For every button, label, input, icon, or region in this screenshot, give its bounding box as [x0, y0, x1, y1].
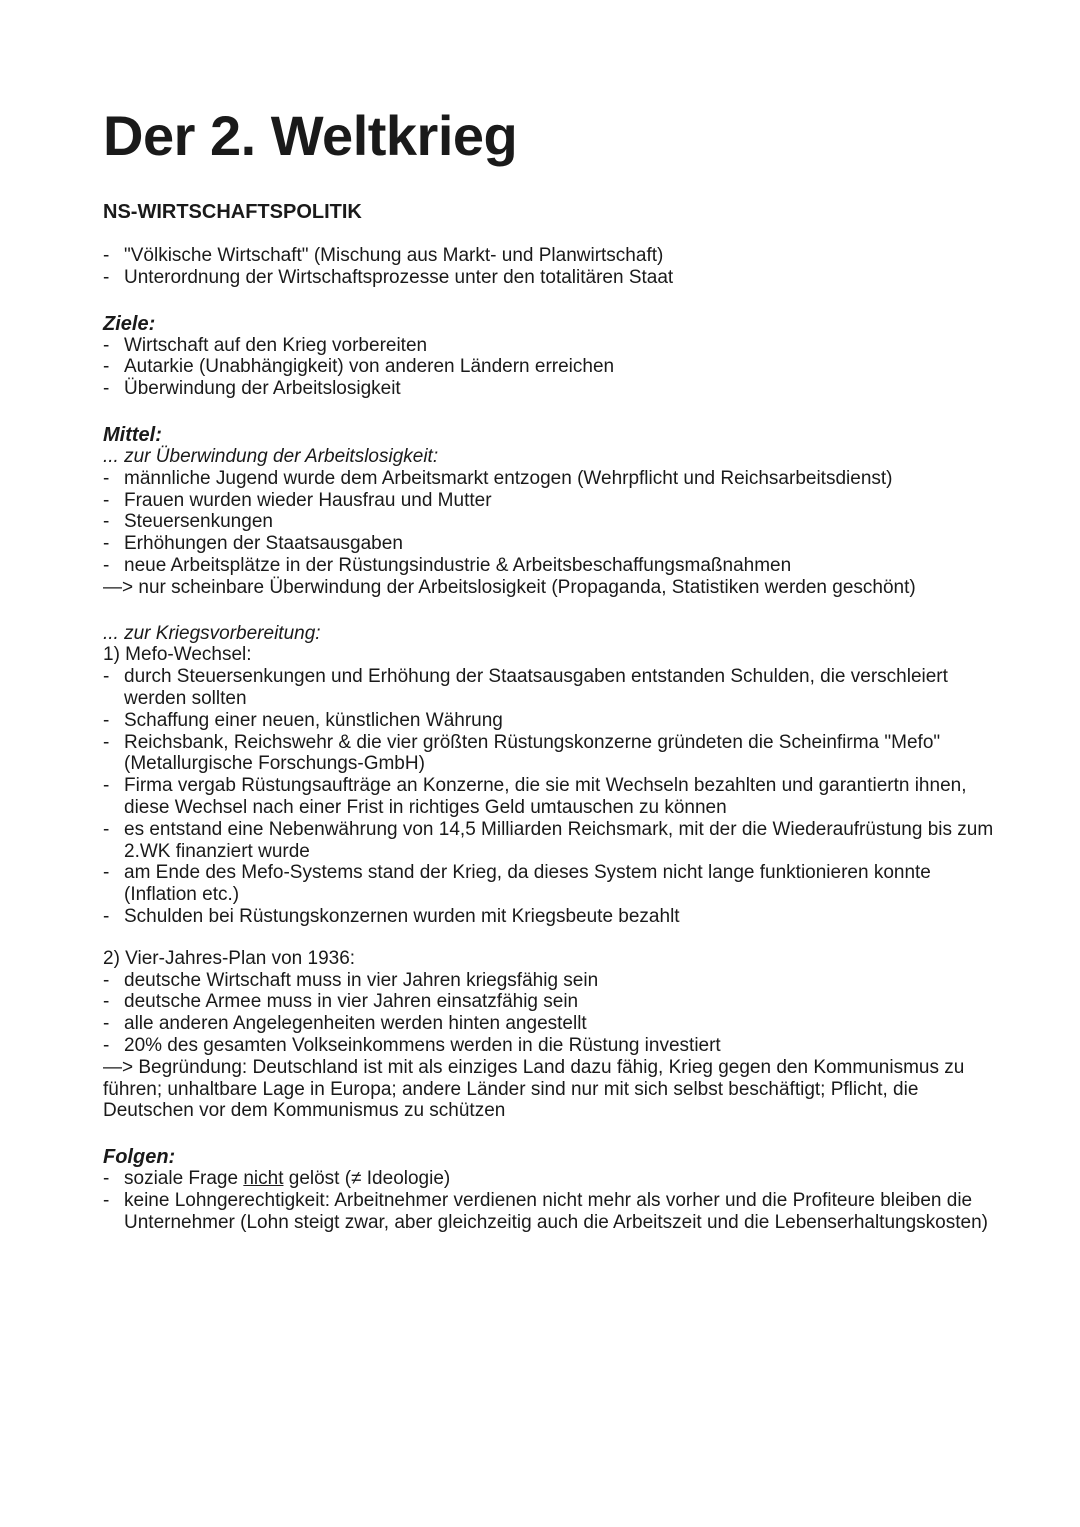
ziele-label: Ziele:	[103, 312, 156, 335]
list-item: - deutsche Armee muss in vier Jahren einsatzfähig sein	[103, 991, 579, 1013]
list-item: - Unterordnung der Wirtschaftsprozesse unter den totalitären Staat	[103, 266, 674, 288]
document-page	[103, 104, 1003, 1233]
list-item: - alle anderen Angelegenheiten werden hinten angestellt	[103, 1013, 587, 1035]
list-item: - Firma vergab Rüstungsaufträge an Konzerne, die sie mit Wechseln bezahlten und garantiertn ihnen, diese Wechsel nach einer Frist in richtiges Geld umtauschen zu können	[103, 775, 967, 818]
list-item: - deutsche Wirtschaft muss in vier Jahren kriegsfähig sein	[103, 969, 599, 991]
list-item: - Schaffung einer neuen, künstlichen Währung	[103, 709, 503, 731]
list-item: - Steuersenkungen	[103, 511, 273, 533]
mittel-subheading-kriegsvorbereitung: ... zur Kriegsvorbereitung:	[103, 622, 321, 644]
plan-heading: 2) Vier-Jahres-Plan von 1936:	[103, 947, 356, 969]
list-item: - Autarkie (Unabhängigkeit) von anderen Ländern erreichen	[103, 356, 615, 378]
list-item: - Frauen wurden wieder Hausfrau und Mutter	[103, 489, 492, 511]
list-item: - 20% des gesamten Volkseinkommens werden in die Rüstung investiert	[103, 1034, 721, 1056]
list-item: - Reichsbank, Reichswehr & die vier größten Rüstungskonzerne gründeten die Scheinfirma "Mefo" (Metallurgische Forschungs-GmbH)	[103, 731, 941, 775]
conclusion-arbeitslosigkeit: —> nur scheinbare Überwindung der Arbeitslosigkeit (Propaganda, Statistiken werden geschönt)	[103, 576, 916, 598]
list-item: - es entstand eine Nebenwährung von 14,5 Milliarden Reichsmark, mit der die Wiederaufrüstung bis zum 2.WK finanziert wurde	[103, 818, 994, 862]
list-item: - "Völkische Wirtschaft" (Mischung aus Markt- und Planwirtschaft)	[103, 245, 664, 266]
mefo-heading: 1) Mefo-Wechsel:	[103, 644, 252, 666]
folgen-label: Folgen:	[103, 1146, 176, 1169]
mittel-subheading-arbeitslosigkeit: ... zur Überwindung der Arbeitslosigkeit:	[103, 445, 439, 467]
folgen-section	[103, 1146, 1003, 1233]
ziele-section	[103, 313, 1003, 400]
underlined-word: nicht	[243, 1168, 284, 1190]
list-item: - männliche Jugend wurde dem Arbeitsmarkt entzogen (Wehrpflicht und Reichsarbeitsdienst)	[103, 467, 893, 489]
mittel-section	[103, 424, 1003, 1122]
mittel-label: Mittel:	[103, 423, 162, 446]
list-item: - Überwindung der Arbeitslosigkeit	[103, 378, 401, 400]
list-item: - Wirtschaft auf den Krieg vorbereiten	[103, 334, 428, 356]
plan-reason: —> Begründung: Deutschland ist mit als einziges Land dazu fähig, Krieg gegen den Kommunismus zu führen; unhaltbare Lage in Europa; andere Länder sind nur mit sich selbst beschäftigt; Pflicht, die Deutschen vor dem Kommunismus zu schützen	[103, 1056, 965, 1122]
list-item: - am Ende des Mefo-Systems stand der Krieg, da dieses System nicht lange funktionieren konnte (Inflation etc.)	[103, 862, 931, 906]
list-item: - durch Steuersenkungen und Erhöhung der Staatsausgaben entstanden Schulden, die verschleiert werden sollten	[103, 666, 948, 709]
list-item: - neue Arbeitsplätze in der Rüstungsindustrie & Arbeitsbeschaffungsmaßnahmen	[103, 554, 792, 576]
list-item: - keine Lohngerechtigkeit: Arbeitnehmer verdienen nicht mehr als vorher und die Profiteure bleiben die Unternehmer (Lohn steigt zwar, aber gleichzeitig auch die Arbeitszeit und die Lebenserhaltungskosten)	[103, 1189, 988, 1233]
list-item: - Schulden bei Rüstungskonzernen wurden mit Kriegsbeute bezahlt	[103, 905, 680, 927]
list-item: - Erhöhungen der Staatsausgaben	[103, 533, 403, 555]
section-heading: NS-WIRTSCHAFTSPOLITIK	[103, 201, 362, 223]
list-item: - soziale Frage nicht gelöst (≠ Ideologie)	[103, 1168, 451, 1190]
intro-list	[103, 245, 1003, 289]
page-title: Der 2. Weltkrieg	[103, 104, 518, 167]
